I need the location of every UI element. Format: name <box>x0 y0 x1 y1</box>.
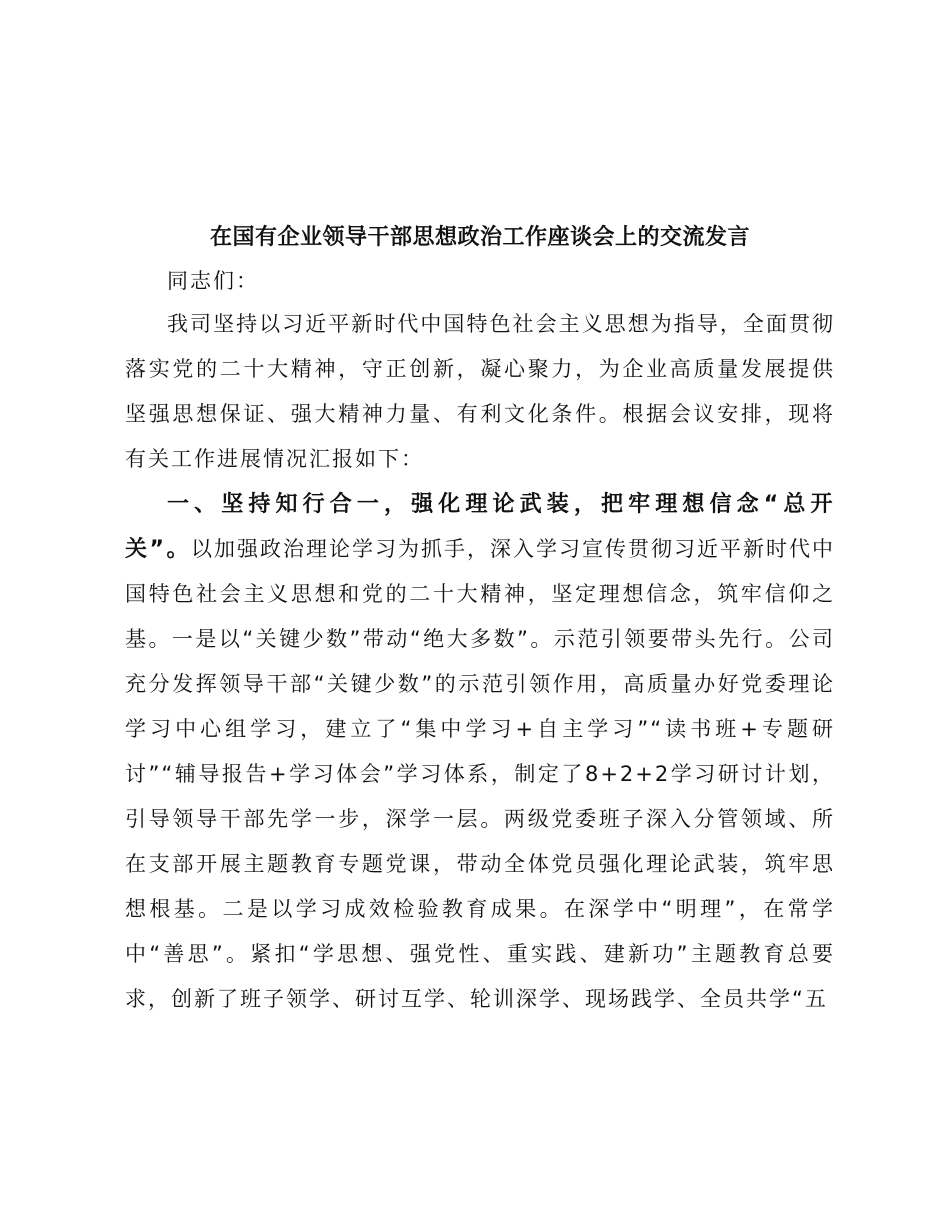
salutation: 同志们： <box>167 269 259 293</box>
section-1-heading: 一、坚持知行合一，强化理论武装，把牢理想信念“总开关”。 <box>125 492 835 562</box>
document-title: 在国有企业领导干部思想政治工作座谈会上的交流发言 <box>209 224 750 250</box>
document-body <box>125 262 835 1022</box>
section-1-paragraph <box>125 482 835 1022</box>
section-1-body: 以加强政治理论学习为抓手，深入学习宣传贯彻习近平新时代中国特色社会主义思想和党的二十大精神，坚定理想信念，筑牢信仰之基。一是以“关键少数”带动“绝大多数”。示范引领要带头先行。公司充分发挥领导干部“关键少数”的示范引领作用，高质量办好党委理论学习中心组学习，建立了“集中学习+自主学习”“读书班+专题研讨”“辅导报告+学习体会”学习体系，制定了8+2+2学习研讨计划，引导领导干部先学一步，深学一层。两级党委班子深入分管领域、所在支部开展主题教育专题党课，带动全体党员强化理论武装，筑牢思想根基。二是以学习成效检验教育成果。在深学中“明理”，在常学中“善思”。紧扣“学思想、强党性、重实践、建新功”主题教育总要求，创新了班子领学、研讨互学、轮训深学、现场践学、全员共学“五 <box>125 537 835 1011</box>
intro-paragraph: 我司坚持以习近平新时代中国特色社会主义思想为指导，全面贯彻落实党的二十大精神，守正创新，凝心聚力，为企业高质量发展提供坚强思想保证、强大精神力量、有利文化条件。根据会议安排，现将有关工作进展情况汇报如下： <box>125 312 835 471</box>
